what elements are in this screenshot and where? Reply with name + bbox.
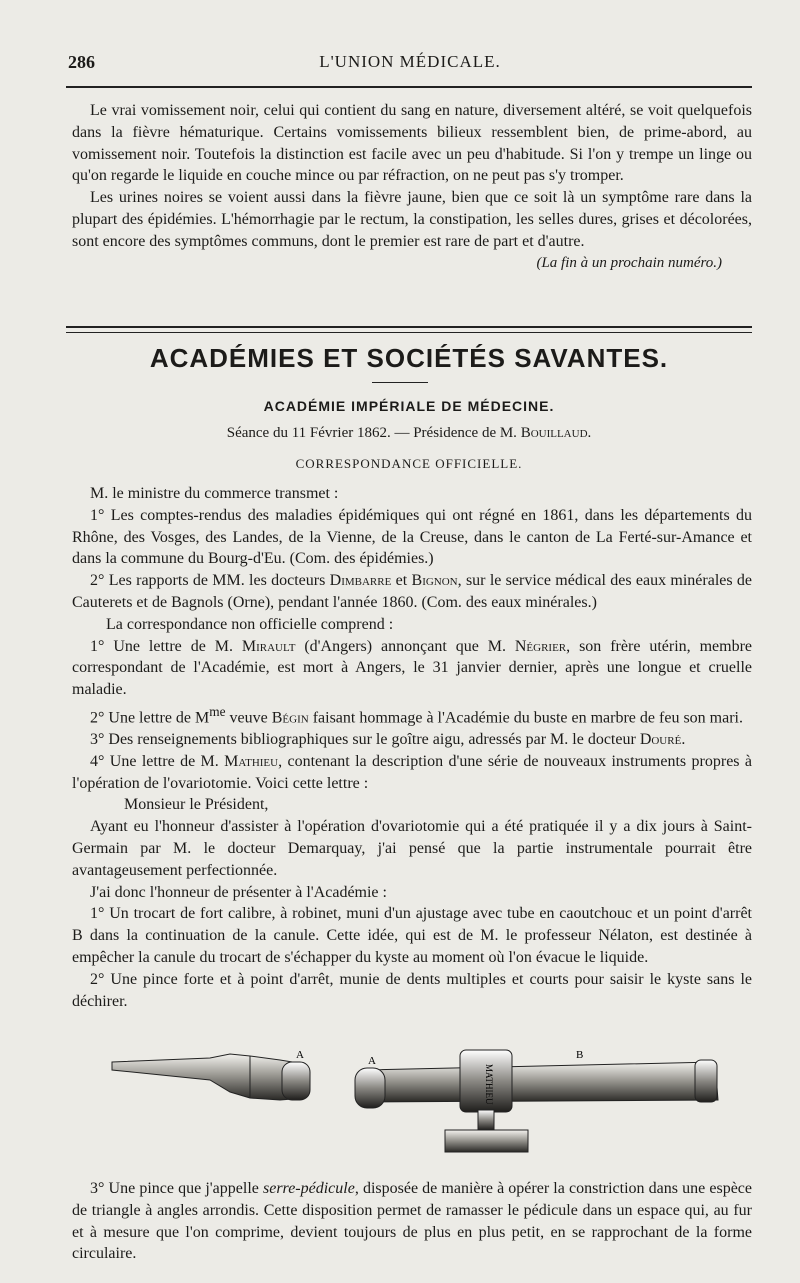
para-letter-3 <box>72 729 752 751</box>
name-doure: Douré <box>639 731 682 749</box>
section-double-rule <box>66 326 752 333</box>
salutation: Monsieur le Président, <box>124 796 269 814</box>
para-letter-2 <box>72 701 752 729</box>
text-run: , sur le service médical des eaux minérales de Cauterets et de Bagnols (Orne), pendant l'année 1860. (Com. des eaux minérales.) <box>72 572 753 611</box>
name-begin: Bégin <box>271 709 309 727</box>
superscript: me <box>209 703 226 719</box>
section-title: ACADÉMIES ET SOCIÉTÉS SAVANTES. <box>149 343 669 373</box>
president-name: Bouillaud <box>520 425 588 441</box>
intro-text <box>72 100 752 274</box>
body-text <box>72 483 752 1012</box>
text-run: , son frère utérin, membre correspondant de l'Académie, est mort à Angers, le 31 janvier dernier, après une longue et cruelle maladie. <box>72 637 753 699</box>
text-run: (d'Angers) annonçant que M. <box>295 637 515 655</box>
para-presenter: J'ai donc l'honneur de présenter à l'Académie : <box>90 883 387 901</box>
label-a-left: A <box>296 1049 304 1061</box>
para-non-officielle: La correspondance non officielle comprend : <box>106 615 394 633</box>
official-heading: CORRESPONDANCE OFFICIELLE. <box>295 456 523 471</box>
name-bignon: Bignon <box>411 572 458 590</box>
instrument-illustration <box>100 1040 740 1175</box>
text-run: 1° Une lettre de M. <box>90 637 242 655</box>
intro-paragraph-1: Le vrai vomissement noir, celui qui contient du sang en nature, diversement altéré, se voit quelquefois dans la fièvre hématurique. Certains vomissements bilieux ressemblent bien, de prime-abord, au vomissement noir. Toutefois la distinction est facile avec un peu d'habitude. Si l'on y trempe un linge ou qu'on regarde le liquide en couche mince ou par réfraction, on ne peut pas s'y tromper. <box>72 102 752 185</box>
text-run: faisant hommage à l'Académie du buste en marbre de feu son mari. <box>308 709 743 727</box>
session-prefix: Séance du 11 Février 1862. — Présidence de M. <box>226 425 521 441</box>
para-letter-4 <box>72 751 752 795</box>
name-dimbarre: Dimbarre <box>329 572 392 590</box>
name-mathieu: Mathieu <box>224 752 279 770</box>
term-serre-pedicule: serre-pédicule <box>263 1180 355 1197</box>
name-mirault: Mirault <box>241 637 296 655</box>
cannula-right-piece <box>355 1050 718 1152</box>
para-letter-body: Ayant eu l'honneur d'assister à l'opération d'ovariotomie qui a été pratiquée il y a dix jours à Saint-Germain par M. le docteur Demarquay, j'ai pensé que la partie instrumentale pourrait être avantageusement perfectionnée. <box>72 818 752 879</box>
page-header <box>68 52 752 80</box>
para-trocart: 1° Un trocart de fort calibre, à robinet, muni d'un ajustage avec tube en caoutchouc et un point d'arrêt B dans la continuation de la canule. Cette idée, qui est de M. le professeur Nélaton, est destinée à empêcher la canule du trocart de s'échapper du kyste au moment où l'on évacue le liquide. <box>72 905 752 967</box>
text-run: 4° Une lettre de M. <box>90 752 225 770</box>
para-item-1: 1° Les comptes-rendus des maladies épidémiques qui ont régné en 1861, dans les départements du Rhône, des Vosges, des Landes, de la Vienne, de la Creuse, dans le canton de La Ferté-sur-Amance et dans la commune du Bourg-d'Eu. (Com. des épidémies.) <box>72 506 752 568</box>
session-line <box>66 425 752 442</box>
text-run: 2° Une lettre de M <box>90 709 210 727</box>
text-run: . <box>681 731 686 749</box>
para-ministre: M. le ministre du commerce transmet : <box>90 485 339 502</box>
para-serre-pedicule <box>72 1178 752 1265</box>
name-negrier: Négrier <box>514 637 567 655</box>
para-pince: 2° Une pince forte et à point d'arrêt, munie de dents multiples et courts pour saisir le kyste sans le déchirer. <box>72 970 752 1010</box>
trocar-left-piece <box>112 1054 310 1100</box>
text-run: , contenant la description d'une série de nouveaux instruments propres à l'opération de l'ovariotomie. Voici cette lettre : <box>72 752 753 792</box>
text-run: 3° Des renseignements bibliographiques sur le goître aigu, adressés par M. le docteur <box>90 731 640 749</box>
closing-text <box>72 1178 752 1265</box>
page-number: 286 <box>68 52 95 72</box>
text-run: 2° Les rapports de MM. les docteurs <box>90 572 330 590</box>
header-rule <box>66 86 752 88</box>
title-rule <box>372 382 428 383</box>
text-run: , disposée de manière à opérer la constriction dans une espèce de triangle à angles arrondis. Cette disposition permet de ramasser le pédicule dans un espace qui, au fur et à mesure que l'on comprime, devient toujours de plus en plus petit, en se rapprochant de la forme circulaire. <box>72 1180 752 1263</box>
maker-stamp: MATHIEU <box>484 1064 494 1105</box>
running-title: L'UNION MÉDICALE. <box>319 52 501 71</box>
text-run: 3° Une pince que j'appelle <box>90 1180 263 1197</box>
text-run: veuve <box>225 709 272 727</box>
label-a-right: A <box>368 1055 376 1067</box>
label-b: B <box>576 1049 584 1061</box>
para-item-2 <box>72 570 752 614</box>
text-run: et <box>391 572 412 590</box>
intro-paragraph-2: Les urines noires se voient aussi dans la fièvre jaune, bien que ce soit là un symptôme rare dans la plupart des épidémies. L'hémorrhagie par le rectum, la constipation, les selles dures, grises et décolorées, sont encore des symptômes communs, dont le premier est rare de part et d'autre. <box>72 189 752 250</box>
continuation-note: (La fin à un prochain numéro.) <box>536 254 722 271</box>
academy-heading: ACADÉMIE IMPÉRIALE DE MÉDECINE. <box>263 398 555 414</box>
para-letter-1 <box>72 636 752 701</box>
session-suffix: . <box>587 425 592 441</box>
